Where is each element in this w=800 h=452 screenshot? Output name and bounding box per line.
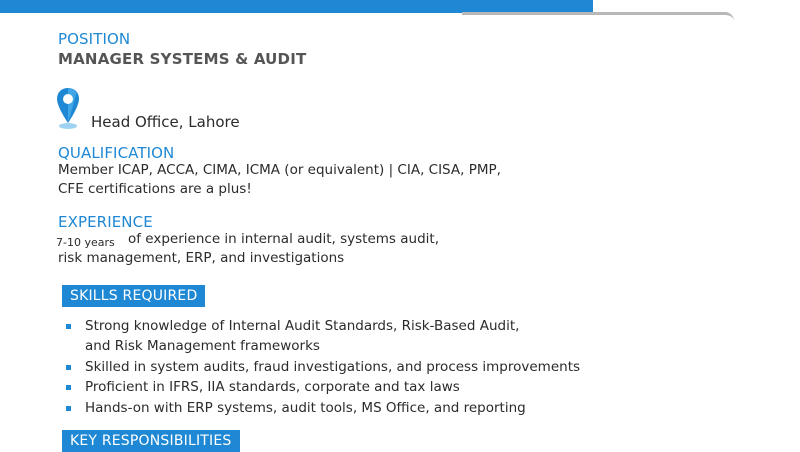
skill-text: and Risk Management frameworks xyxy=(85,338,320,355)
experience-years: 7-10 years xyxy=(56,236,115,249)
skill-text: Proficient in IFRS, IIA standards, corporate and tax laws xyxy=(85,379,460,396)
skill-text: Strong knowledge of Internal Audit Standards, Risk-Based Audit, xyxy=(85,318,520,334)
experience-line-1: of experience in internal audit, systems audit, xyxy=(128,231,439,247)
responsibilities-heading: KEY RESPONSIBILITIES xyxy=(62,430,240,452)
decorative-divider xyxy=(462,12,734,21)
location-pin-icon xyxy=(55,85,85,131)
bullet-icon xyxy=(66,324,71,329)
skills-heading: SKILLS REQUIRED xyxy=(62,285,205,307)
bullet-icon xyxy=(66,385,71,390)
position-heading: POSITION xyxy=(58,30,131,48)
bullet-icon xyxy=(66,365,71,370)
qualification-heading: QUALIFICATION xyxy=(58,144,175,162)
position-title: MANAGER SYSTEMS & AUDIT xyxy=(58,50,307,68)
skills-list xyxy=(66,316,766,418)
experience-heading: EXPERIENCE xyxy=(58,213,153,231)
qualification-line-2: CFE certifications are a plus! xyxy=(58,181,252,197)
skill-text: Hands-on with ERP systems, audit tools, MS Office, and reporting xyxy=(85,399,526,416)
list-item xyxy=(66,398,766,418)
experience-line-2: risk management, ERP, and investigations xyxy=(58,250,345,266)
qualification-line-1: Member ICAP, ACCA, CIMA, ICMA (or equivalent) | CIA, CISA, PMP, xyxy=(58,162,501,178)
skill-text: Skilled in system audits, fraud investigations, and process improvements xyxy=(85,358,581,375)
bullet-icon xyxy=(66,406,71,411)
list-item xyxy=(66,357,766,377)
list-item xyxy=(66,377,766,397)
list-item xyxy=(66,316,766,357)
location-text: Head Office, Lahore xyxy=(91,113,240,131)
